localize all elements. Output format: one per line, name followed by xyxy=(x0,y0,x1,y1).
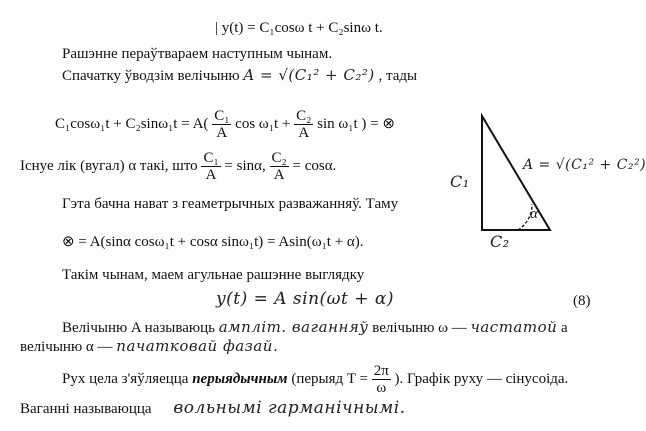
frac-num: C₁ xyxy=(203,150,219,166)
motion-mid: (перыяд T = xyxy=(291,370,368,387)
frac-den: A xyxy=(216,125,228,141)
frac-den: A xyxy=(205,167,217,183)
handwritten-general-solution: y(t) = A sin(ωt + α) xyxy=(216,289,395,309)
exists-line xyxy=(20,150,336,183)
triangle-shape xyxy=(482,116,550,230)
frac-num: C₂ xyxy=(271,150,287,166)
handwritten-amplitude: A = √(C₁² + C₂²) xyxy=(243,66,375,84)
motion-line xyxy=(62,363,568,396)
amplitude-line xyxy=(62,318,568,337)
equation-top: | y(t) = C₁cosω t + C₂sinω t. xyxy=(215,20,383,36)
oscillation-pre: Ваганні называюцца xyxy=(20,401,152,417)
amplitude-pre: Велічыню A называюць xyxy=(62,320,215,336)
label-c2: C₂ xyxy=(490,232,510,251)
first-line-pre: Спачатку ўводзім велічыню xyxy=(62,68,240,84)
handwritten-amplitude-term: амплiт. ваганняў xyxy=(218,318,369,336)
general-solution-intro: Такім чынам, маем агульнае рашэнне выглядку xyxy=(62,267,365,283)
equation-number: (8) xyxy=(573,293,591,309)
eq-expansion-mid1: cos ω₁t + xyxy=(235,115,291,132)
equation-expansion xyxy=(55,108,395,141)
first-line-post: , тады xyxy=(378,68,418,84)
geometry-text: Гэта бачна нават з геаметрычных разважанняў. Таму xyxy=(62,196,399,212)
label-hypotenuse: A = √(C₁² + C₂²) xyxy=(523,157,646,173)
fraction-c2-a xyxy=(294,108,313,141)
oscillation-line xyxy=(20,398,406,418)
eq-expansion-left: C₁cosω₁t + C₂sinω₁t = A( xyxy=(55,115,209,132)
handwritten-harmonic-term: вольнымі гарманічнымі. xyxy=(173,398,406,418)
phase-line xyxy=(20,337,278,356)
intro-text: Рашэнне пераўтвараем наступным чынам. xyxy=(62,46,333,62)
handwritten-phase-term: пачатковай фазай. xyxy=(116,337,279,355)
exists-pre: Існуе лік (вугал) α такі, што xyxy=(20,157,198,174)
motion-end: ). Графік руху — сінусоіда. xyxy=(394,370,569,387)
eq-expansion-right: ) = ⊗ xyxy=(361,115,395,132)
fraction-c1-a xyxy=(212,108,231,141)
exists-eq2: = cosα. xyxy=(292,157,337,174)
motion-pre: Рух цела з'яўляецца xyxy=(62,370,189,387)
handwritten-frequency-term: частатой xyxy=(470,318,558,336)
frac-num: C₂ xyxy=(296,108,312,124)
period-fraction xyxy=(372,363,391,396)
frac-num: C₁ xyxy=(214,108,230,124)
amplitude-end: а xyxy=(561,320,568,336)
label-c1: C₁ xyxy=(450,172,470,191)
frac-den: A xyxy=(273,167,285,183)
fraction-c1-a-2 xyxy=(201,150,220,183)
equation-otimes: ⊗ = A(sinα cosω₁t + cosα sinω₁t) = Asin(ω₁t + α). xyxy=(62,234,364,250)
period-den: ω xyxy=(376,380,387,396)
frac-den: A xyxy=(298,125,310,141)
period-num: 2π xyxy=(373,363,389,379)
periodic-term: перыядычным xyxy=(192,370,288,387)
eq-expansion-mid2: sin ω₁t xyxy=(317,115,358,132)
fraction-c2-a-2 xyxy=(270,150,289,183)
amplitude-mid: велічыню ω — xyxy=(372,320,467,336)
label-alpha: α xyxy=(530,206,538,222)
first-line xyxy=(62,66,417,85)
exists-eq1: = sinα, xyxy=(224,157,266,174)
phase-pre: велічыню α — xyxy=(20,339,113,355)
